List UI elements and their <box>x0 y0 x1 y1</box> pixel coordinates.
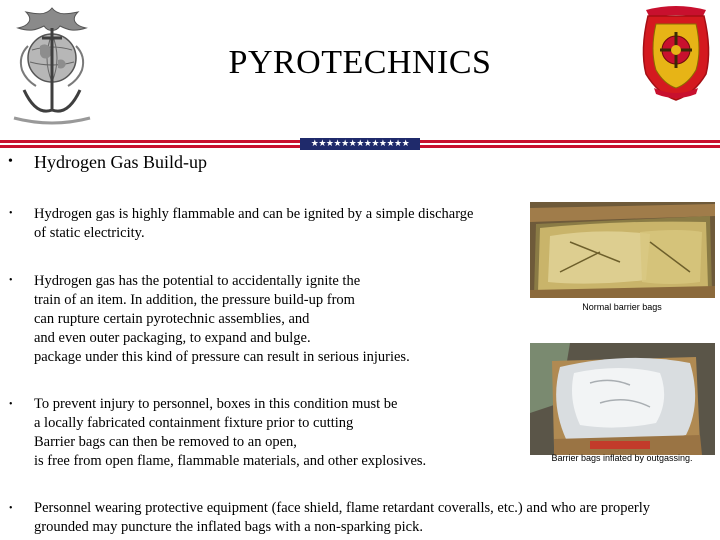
section-heading: Hydrogen Gas Build-up <box>34 152 207 172</box>
paragraph-line: To prevent injury to personnel, boxes in this condition must be <box>34 396 398 412</box>
paragraph-line: of static electricity. <box>34 225 145 241</box>
bullet-marker: • <box>9 275 13 286</box>
eagle-icon <box>18 8 86 31</box>
bullet-marker: • <box>9 503 13 514</box>
paragraph <box>34 272 529 367</box>
paragraph-line: Personnel wearing protective equipment (face shield, flame retardant coveralls, etc.) and who are properly <box>34 500 650 516</box>
paragraph-line: a locally fabricated containment fixture prior to cutting <box>34 415 354 431</box>
normal-barrier-bags-photo <box>530 202 715 315</box>
paragraph <box>34 499 718 537</box>
paragraph-line: Barrier bags can then be removed to an open, <box>34 434 297 450</box>
paragraph-line: can rupture certain pyrotechnic assemblies, and <box>34 311 310 327</box>
inflated-barrier-bags-photo <box>530 343 715 463</box>
bullet-marker: • <box>8 154 13 169</box>
stars-banner: ★★★★★★★★★★★★★ <box>300 138 420 150</box>
paragraph-line: package under this kind of pressure can result in serious injuries. <box>34 349 410 365</box>
paragraph-line: train of an item. In addition, the pressure build-up from <box>34 292 355 308</box>
paragraph <box>34 395 529 471</box>
paragraph <box>34 205 529 243</box>
slide-title: PYROTECHNICS <box>228 44 492 81</box>
photo-caption: Normal barrier bags <box>582 302 662 312</box>
paragraph-line: grounded may puncture the inflated bags with a non-sparking pick. <box>34 519 423 535</box>
paragraph-line: and even outer packaging, to expand and bulge. <box>34 330 311 346</box>
photo-caption: Barrier bags inflated by outgassing. <box>551 453 693 463</box>
paragraph-line: is free from open flame, flammable materials, and other explosives. <box>34 453 427 469</box>
bullet-marker: • <box>9 399 13 410</box>
paragraph-line: Hydrogen gas has the potential to accidentally ignite the <box>34 273 361 289</box>
paragraph-line: Hydrogen gas is highly flammable and can be ignited by a simple discharge <box>34 206 474 222</box>
bullet-marker: • <box>9 208 13 219</box>
